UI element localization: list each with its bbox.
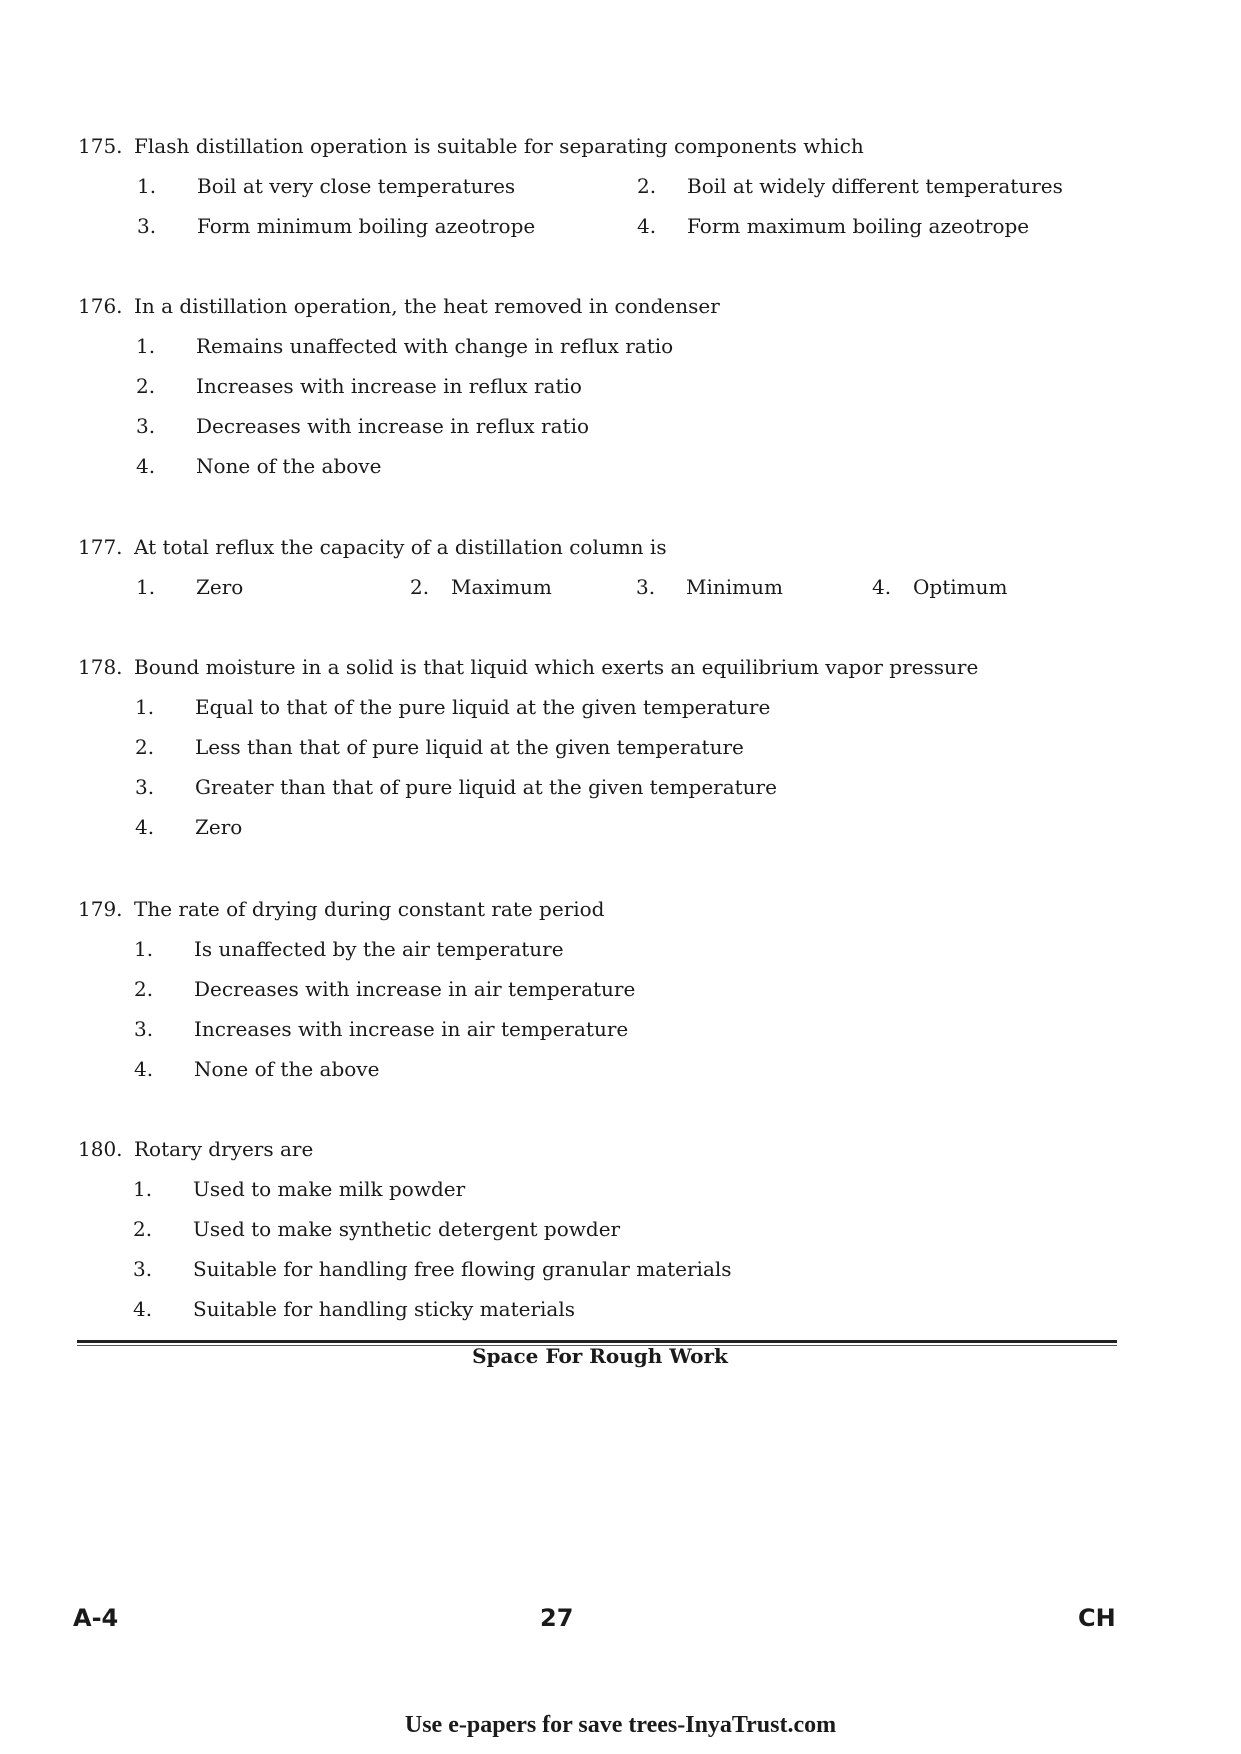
option-number: 2.: [136, 374, 156, 398]
option-number: 3.: [636, 575, 656, 599]
option-number: 2.: [134, 977, 154, 1001]
footer-code-right: CH: [1078, 1604, 1116, 1632]
question-number: 177.: [78, 535, 123, 559]
question-number: 175.: [78, 134, 123, 158]
option-number: 3.: [134, 1017, 154, 1041]
option-text: Used to make synthetic detergent powder: [193, 1217, 621, 1241]
rough-work-label: Space For Rough Work: [472, 1344, 728, 1368]
option-number: 1.: [136, 334, 156, 358]
page-number: 27: [540, 1604, 574, 1632]
footer-code-left: A-4: [73, 1604, 119, 1632]
option-text: Less than that of pure liquid at the given temperature: [195, 735, 744, 759]
option-text: Zero: [195, 815, 243, 839]
credit-line: Use e-papers for save trees-InyaTrust.com: [404, 1712, 837, 1738]
option-text: Minimum: [686, 575, 783, 599]
option-number: 4.: [872, 575, 892, 599]
option-number: 4.: [135, 815, 155, 839]
option-text: Suitable for handling free flowing granular materials: [193, 1257, 732, 1281]
option-text: Boil at widely different temperatures: [687, 174, 1063, 198]
question-text: At total reflux the capacity of a distillation column is: [134, 535, 667, 559]
question-text: Rotary dryers are: [134, 1137, 314, 1161]
option-number: 3.: [133, 1257, 153, 1281]
option-number: 1.: [135, 695, 155, 719]
option-text: Decreases with increase in air temperature: [194, 977, 636, 1001]
question-number: 176.: [78, 294, 123, 318]
option-text: Form maximum boiling azeotrope: [687, 214, 1030, 238]
option-text: Increases with increase in air temperature: [194, 1017, 629, 1041]
divider-line: [77, 1340, 1117, 1343]
option-text: Equal to that of the pure liquid at the given temperature: [195, 695, 771, 719]
question-text: Bound moisture in a solid is that liquid which exerts an equilibrium vapor pressure: [134, 655, 979, 679]
option-number: 3.: [137, 214, 157, 238]
option-number: 2.: [410, 575, 430, 599]
option-number: 2.: [637, 174, 657, 198]
option-number: 2.: [133, 1217, 153, 1241]
option-text: Greater than that of pure liquid at the given temperature: [195, 775, 777, 799]
question-text: Flash distillation operation is suitable for separating components which: [134, 134, 864, 158]
option-text: Remains unaffected with change in reflux ratio: [196, 334, 674, 358]
option-number: 1.: [136, 575, 156, 599]
option-number: 1.: [133, 1177, 153, 1201]
option-number: 4.: [134, 1057, 154, 1081]
option-number: 4.: [133, 1297, 153, 1321]
option-text: Is unaffected by the air temperature: [194, 937, 564, 961]
question-text: In a distillation operation, the heat removed in condenser: [134, 294, 720, 318]
option-text: Form minimum boiling azeotrope: [197, 214, 536, 238]
option-text: Optimum: [913, 575, 1008, 599]
option-number: 4.: [637, 214, 657, 238]
option-number: 4.: [136, 454, 156, 478]
option-text: Suitable for handling sticky materials: [193, 1297, 575, 1321]
option-number: 1.: [137, 174, 157, 198]
option-text: Used to make milk powder: [193, 1177, 466, 1201]
option-number: 1.: [134, 937, 154, 961]
option-number: 3.: [135, 775, 155, 799]
option-text: Zero: [196, 575, 244, 599]
option-text: None of the above: [194, 1057, 380, 1081]
option-number: 3.: [136, 414, 156, 438]
question-number: 179.: [78, 897, 123, 921]
question-number: 180.: [78, 1137, 123, 1161]
option-text: Increases with increase in reflux ratio: [196, 374, 582, 398]
option-text: Boil at very close temperatures: [197, 174, 516, 198]
option-number: 2.: [135, 735, 155, 759]
question-number: 178.: [78, 655, 123, 679]
option-text: Decreases with increase in reflux ratio: [196, 414, 590, 438]
question-text: The rate of drying during constant rate period: [134, 897, 605, 921]
option-text: Maximum: [451, 575, 552, 599]
option-text: None of the above: [196, 454, 382, 478]
